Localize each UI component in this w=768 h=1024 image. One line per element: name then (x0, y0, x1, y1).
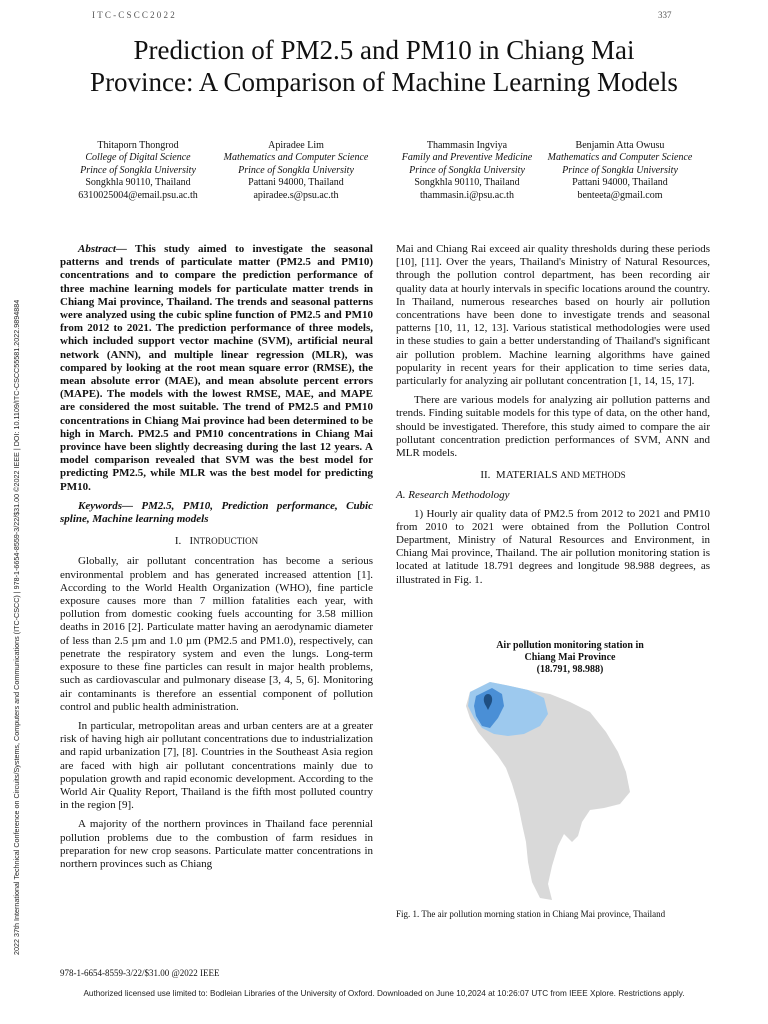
section-heading-materials (396, 469, 710, 482)
subsection-heading: A. Research Methodology (396, 489, 510, 502)
paper-title (40, 34, 728, 98)
section-title-main: MATERIALS (495, 469, 558, 482)
side-citation-text: 2022 37th International Technical Conference on Circuits/Systems, Computers and Communications (ITC-CSCC) | 978-1-6654-8559-3/22/$31.00 ©2022 IEEE | DOI: 10.1109/ITC-CSCC55581.2022.9894884 (12, 299, 21, 955)
figure-caption: Fig. 1. The air pollution morning station in Chiang Mai province, Thailand (396, 909, 666, 919)
section-title-rest: NTRODUCTION (193, 536, 259, 547)
section-first-letter: I (189, 535, 194, 548)
author-name: Apiradee Lim (268, 140, 324, 151)
paragraph: There are various models for analyzing air pollution patterns and trends. Finding suitable models for this type of data, on the other hand, should be investigated. Therefore, this study aimed to compare the air pollutant concentration prediction performances of SVM, ANN and MLR models. (396, 394, 710, 460)
abstract-body: This study aimed to investigate the seasonal patterns and trends of particulate matter (PM2.5 and PM10) concentrations and to compare the prediction performance of three machine learning models for particulate matter trends in Chiang Mai province, Thailand. The trends and seasonal patterns were analyzed using the cubic spline function of PM2.5 and PM10 from 2012 to 2021. The prediction performance of three models, which included support vector machine (SVM), artificial neural network (ANN), and multiple linear regression (MLR), was compared by looking at the root mean square error (RMSE), the mean absolute error (MAE), and mean absolute percent errors (MAPE). The models with the lowest RMSE, MAE, and MAPE are considered the most suitable. The trend of PM2.5 and PM10 concentrations in Chiang Mai province had been determined to be high in March. PM2.5 and PM10 concentrations in Chiang Mai province have been slightly decreasing during the last 12 years. A model comparison revealed that SVM was the best model for predicting PM2.5, while MLR was the best model for predicting PM10. (60, 243, 373, 493)
author-email[interactable]: apiradee.s@psu.ac.th (253, 189, 339, 201)
author-email[interactable]: thammasin.i@psu.ac.th (420, 189, 514, 201)
author-affiliation: Prince of Songkla University (409, 164, 525, 176)
author-address: Songkhla 90110, Thailand (85, 177, 191, 189)
running-header-conference: ITC-CSCC2022 (92, 10, 177, 20)
page-number: 337 (658, 10, 672, 20)
author-block (58, 140, 218, 202)
title-line: Prediction of PM2.5 and PM10 in Chiang Mai (133, 35, 635, 65)
section-numeral: I. (174, 535, 182, 548)
keywords (60, 500, 373, 526)
title-line: Province: A Comparison of Machine Learning Models (90, 67, 678, 97)
license-footer: Authorized licensed use limited to: Bodleian Libraries of the University of Oxford. Downloaded on June 10,2024 at 10:26:07 UTC from IEEE Xplore. Restrictions apply. (83, 989, 685, 998)
paragraph: In particular, metropolitan areas and urban centers are at a greater risk of having high air pollutant concentrations due to industrialization and rapid urbanization [7], [8]. Countries in the Southeast Asia region are faced with high air pollutant concentrations mainly due to population growth and rapid economic development. According to the World Air Quality Report, Thailand is the fifth most polluted country in the region [9]. (60, 719, 373, 812)
author-address: Pattani 94000, Thailand (248, 177, 344, 189)
author-affiliation: College of Digital Science (85, 152, 191, 164)
paragraph: A majority of the northern provinces in Thailand face perennial pollution problems due to the combustion of farm residues in preparation for new crop seasons. Particulate matter concentrations in northern provinces such as Chiang (60, 818, 373, 870)
section-numeral: II. (480, 469, 491, 482)
paragraph: Mai and Chiang Rai exceed air quality thresholds during these periods [10], [11]. Over the years, Thailand's Ministry of Natural Resources, through the pollution control department, has been recording air quality data at hourly intervals in specific locations around the country. In Thailand, numerous researches based on hourly air pollution concentrations have been done to investigate trends and seasonal patterns [10, 11, 12, 13]. Various statistical methodologies were used in these studies to gain a better understanding of Thailand's significant air pollution problem. Machine learning algorithms have gained popularity in recent years for their application to time series data, particularly for analyzing air pollutant concentration [1, 14, 15, 17]. (396, 243, 710, 388)
right-column (396, 243, 710, 593)
author-affiliation: Prince of Songkla University (238, 164, 354, 176)
author-affiliation: Family and Preventive Medicine (401, 152, 533, 164)
abstract-label: Abstract— (78, 243, 127, 255)
author-name: Benjamin Atta Owusu (575, 140, 665, 151)
figure-title (440, 640, 700, 676)
paragraph: Globally, air pollutant concentration has become a serious environmental problem and has generated increased attention [1]. According to the World Health Organization (WHO), fine particle exposure causes more than 7 million fatalities each year, with pollution from domestic cooking fuels accounting for 3.58 million deaths in 2016 [2]. Particulate matter having an aerodynamic diameter of less than 2.5 µm and 1.0 µm (PM2.5 and PM1.0), respectively, can penetrate the respiratory system and even the lungs. Long-term exposure to these fine particles can result in major health problems, such as cardiovascular and pulmonary disease [3, 4, 5, 6]. Monitoring air contaminants is therefore an essential component of pollution control and public health administration. (60, 555, 373, 713)
author-name: Thammasin Ingviya (426, 140, 508, 151)
paragraph: 1) Hourly air quality data of PM2.5 from 2012 to 2021 and PM10 from 2010 to 2021 were obtained from the Pollution Control Department, Ministry of Natural Resources and Environment, in Chiang Mai province, Thailand. The air pollution monitoring station is located at latitude 18.791 degrees and longitude 98.988 degrees, as illustrated in Fig. 1. (396, 507, 710, 586)
author-address: Pattani 94000, Thailand (572, 177, 668, 189)
keywords-body: PM2.5, PM10, Prediction performance, Cubic spline, Machine learning models (60, 499, 373, 526)
figure-title-line: Chiang Mai Province (524, 652, 616, 663)
copyright-notice: 978-1-6654-8559-3/22/$31.00 @2022 IEEE (60, 968, 220, 978)
figure-title-line: Air pollution monitoring station in (496, 640, 644, 651)
author-affiliation: Prince of Songkla University (80, 164, 196, 176)
keywords-label: Keywords— (78, 499, 133, 512)
author-name: Thitaporn Thongrod (97, 140, 179, 151)
thailand-map (440, 676, 730, 902)
author-affiliation: Prince of Songkla University (562, 164, 678, 176)
author-block (216, 140, 376, 202)
author-block (387, 140, 547, 202)
section-heading-introduction (60, 535, 373, 548)
section-title-small: AND METHODS (560, 470, 626, 481)
figure-title-line: (18.791, 98.988) (536, 664, 604, 675)
left-column (60, 243, 373, 877)
author-address: Songkhla 90110, Thailand (414, 177, 520, 189)
author-email[interactable]: 6310025004@email.psu.ac.th (78, 189, 198, 201)
abstract (60, 243, 373, 494)
author-affiliation: Mathematics and Computer Science (547, 152, 693, 164)
author-affiliation: Mathematics and Computer Science (223, 152, 369, 164)
figure-1 (440, 638, 730, 902)
author-block (540, 140, 700, 202)
author-email[interactable]: benteeta@gmail.com (577, 189, 663, 201)
